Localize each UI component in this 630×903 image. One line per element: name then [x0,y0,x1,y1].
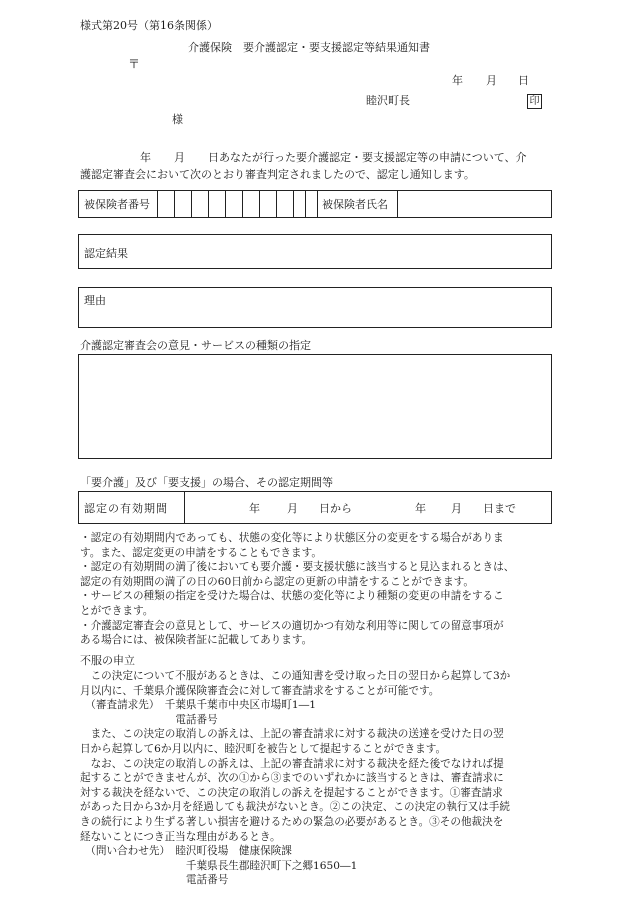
intro-line1: 日あなたが行った要介護認定・要支援認定等の申請について、介 [208,151,527,164]
insured-number-digit-1[interactable] [157,191,158,217]
issuer-name: 睦沢町長 [366,94,410,107]
note-line: 認定の有効期間の満了の日の60日前から認定の更新の申請をすることができます。 [80,575,475,588]
validity-from: 日から [319,502,352,515]
date-month: 月 [486,74,497,87]
appeal-line: きの続行により生ずる著しい損害を避けるための緊急の必要があるとき。③その他裁決を [80,815,504,828]
insured-number-digit-6[interactable] [242,191,243,217]
appeal-line: （問い合わせ先） 睦沢町役場 健康保険課 [80,845,292,858]
date-day: 日 [518,74,529,87]
seal-mark: 印 [527,94,542,109]
appeal-line: 月以内に、千葉県介護保険審査会に対して審査請求をすることが可能です。 [80,684,440,697]
insured-number-digit-2[interactable] [174,191,175,217]
intro-line2: 護認定審査会において次のとおり審査判定されましたので、認定し通知します。 [80,168,475,181]
insured-number-digit-8[interactable] [276,191,277,217]
insured-number-digit-4[interactable] [208,191,209,217]
insured-name-label-cell [317,191,318,217]
date-year: 年 [452,74,463,87]
validity-from-month: 月 [287,502,298,515]
result-box[interactable] [78,234,552,269]
note-line: ・認定の有効期間の満了後においても要介護・要支援状態に該当すると見込まれるときは、 [80,561,515,574]
note-line: ・サービスの種類の指定を受けた場合は、状態の変化等により種類の変更の申請をするこ [80,590,504,603]
insured-number-digit-9[interactable] [293,191,294,217]
appeal-line: また、この決定の取消しの訴えは、上記の審査請求に対する裁決の送達を受けた日の翌 [80,728,504,741]
insured-name-field[interactable] [397,191,398,217]
appeal-line: （審査請求先） 千葉県千葉市中央区市場町1―1 [80,699,316,712]
insured-info-row [78,190,552,218]
postal-mark: 〒 [128,57,141,71]
validity-period-row [78,491,552,524]
validity-label: 認定の有効期間 [84,502,168,515]
intro-month: 月 [174,151,185,164]
appeal-line: 経ないことにつき正当な理由があるとき。 [80,830,281,843]
insured-number-digit-10[interactable] [305,191,306,217]
reason-label: 理由 [84,294,106,307]
opinion-label: 介護認定審査会の意見・サービスの種類の指定 [80,339,311,352]
validity-until-year: 年 [415,502,426,515]
appeal-line: 日から起算して6か月以内に、睦沢町を被告として提起することができます。 [80,742,447,755]
note-line: とができます。 [80,604,154,617]
insured-name-label: 被保険者氏名 [322,198,388,211]
insured-number-digit-5[interactable] [225,191,226,217]
appeal-line: があった日から3か月を経過しても裁決がないとき。②この決定、この決定の執行又は手続 [80,801,510,814]
document-title: 介護保険 要介護認定・要支援認定等結果通知書 [188,41,430,54]
appeal-line: 起することができませんが、次の①から③までのいずれかに該当するときは、審査請求に [80,772,504,785]
insured-number-digit-7[interactable] [259,191,260,217]
appeal-line: 千葉県長生郡睦沢町下之郷1650―1 [80,859,358,872]
appeal-line: 対する裁決を経ないで、この決定の取消しの訴えを提起することができます。①審査請求 [80,786,503,799]
period-heading: 「要介護」及び「要支援」の場合、その認定期間等 [80,476,333,489]
intro-year: 年 [140,151,151,164]
validity-until: 日まで [483,502,516,515]
note-line: ・介護認定審査会の意見として、サービスの適切かつ有効な利用等に関しての留意事項が [80,619,504,632]
insured-number-label: 被保険者番号 [84,198,150,211]
appeal-line: 電話番号 [80,713,218,726]
validity-divider [184,492,185,523]
opinion-box[interactable] [78,354,552,459]
note-line: ある場合には、被保険者証に記載してあります。 [80,634,313,647]
note-line: ・認定の有効期間内であっても、状態の変化等により状態区分の変更をする場合がありま [80,532,504,544]
appeal-section [80,669,552,888]
appeal-line: なお、この決定の取消しの訴えは、上記の審査請求に対する裁決を経た後でなければ提 [80,757,504,770]
addressee-suffix: 様 [172,113,183,126]
result-label: 認定結果 [84,247,128,260]
validity-from-year: 年 [249,502,260,515]
appeal-line: 電話番号 [80,874,229,887]
appeal-heading: 不服の申立 [80,654,135,667]
note-line: す。また、認定変更の申請をすることもできます。 [80,546,322,559]
reason-box[interactable] [78,287,552,328]
insured-number-digit-3[interactable] [191,191,192,217]
validity-until-month: 月 [451,502,462,515]
appeal-line: この決定について不服があるときは、この通知書を受け取った日の翌日から起算して3か [80,670,511,682]
notes-section [80,531,552,648]
form-number: 様式第20号（第16条関係） [80,19,218,32]
